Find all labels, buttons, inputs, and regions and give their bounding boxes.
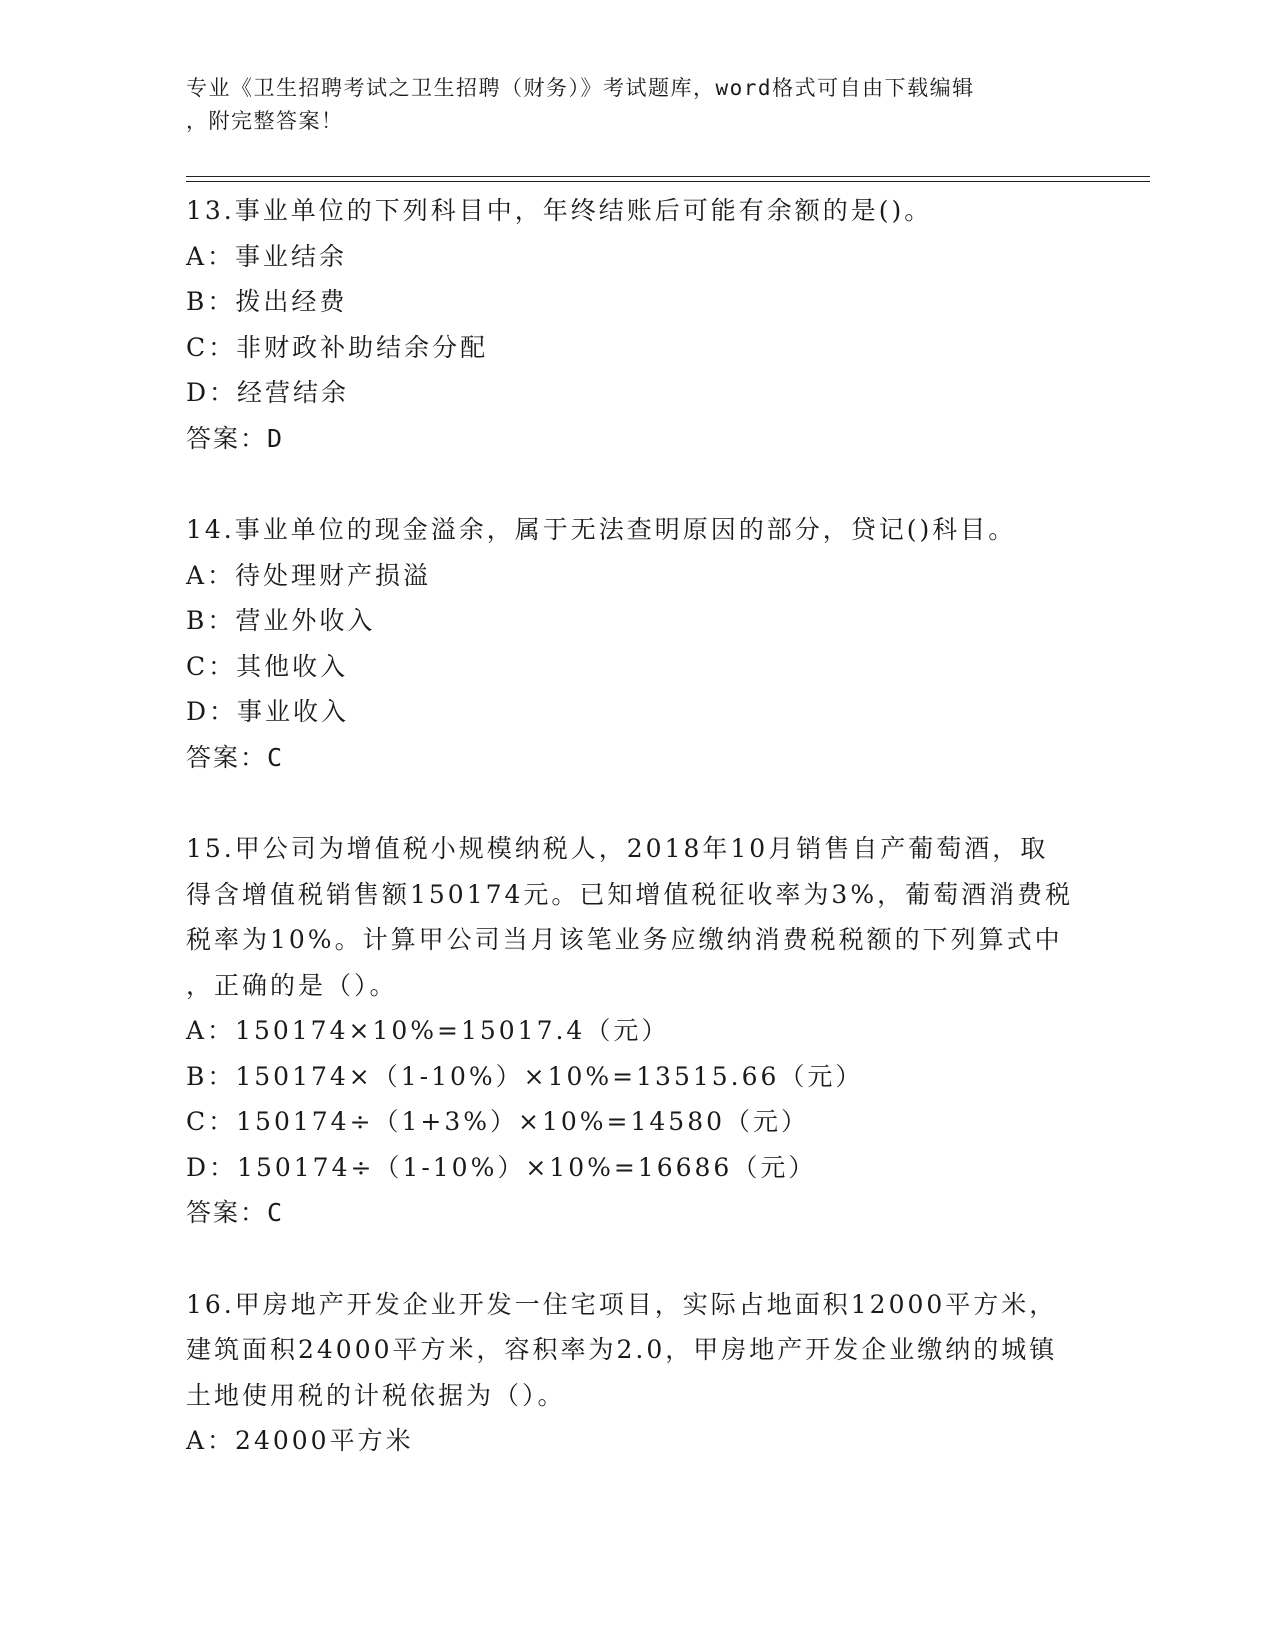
question-stem: 13.事业单位的下列科目中，年终结账后可能有余额的是()。 xyxy=(186,196,933,225)
option-a: A：事业结余 xyxy=(186,241,348,271)
question xyxy=(186,507,1086,780)
question-stem: 税率为10%。计算甲公司当月该笔业务应缴纳消费税税额的下列算式中 xyxy=(186,925,1063,954)
option-b: B：营业外收入 xyxy=(186,606,376,635)
option-d: D：事业收入 xyxy=(186,697,350,726)
option-a: A：待处理财产损溢 xyxy=(186,560,432,590)
header-line: ，附完整答案！ xyxy=(186,109,344,133)
option-b: B：拨出经费 xyxy=(186,287,348,316)
header-divider xyxy=(186,181,1150,182)
question-stem: 土地使用税的计税依据为（）。 xyxy=(186,1380,566,1410)
option-c: C：150174÷（1+3%）×10%=14580（元） xyxy=(186,1107,810,1136)
question xyxy=(186,188,1086,461)
option-a: A：24000平方米 xyxy=(186,1426,414,1455)
question-stem: ，正确的是（）。 xyxy=(186,970,398,1000)
question-stem: 14.事业单位的现金溢余，属于无法查明原因的部分，贷记()科目。 xyxy=(186,515,1017,544)
question-stem: 建筑面积24000平方米，容积率为2.0，甲房地产开发企业缴纳的城镇 xyxy=(186,1335,1058,1364)
question-stem: 得含增值税销售额150174元。已知增值税征收率为3%，葡萄酒消费税 xyxy=(186,879,1074,909)
question xyxy=(186,826,1086,1236)
option-d: D：经营结余 xyxy=(186,378,350,407)
option-c: C：其他收入 xyxy=(186,651,349,681)
answer-label: 答案：C xyxy=(186,742,285,772)
question-stem: 16.甲房地产开发企业开发一住宅项目，实际占地面积12000平方米， xyxy=(186,1289,1058,1319)
answer-label: 答案：D xyxy=(186,423,285,453)
header-line: 专业《卫生招聘考试之卫生招聘（财务）》考试题库，word格式可自由下载编辑 xyxy=(186,76,975,100)
option-d: D：150174÷（1-10%）×10%=16686（元） xyxy=(186,1152,817,1182)
header-divider xyxy=(186,176,1150,177)
option-a: A：150174×10%=15017.4（元） xyxy=(186,1016,670,1045)
question-list xyxy=(186,188,1086,1464)
option-b: B：150174×（1-10%）×10%=13515.66（元） xyxy=(186,1061,864,1091)
option-c: C：非财政补助结余分配 xyxy=(186,332,489,362)
document-header xyxy=(186,72,1066,138)
question-stem: 15.甲公司为增值税小规模纳税人，2018年10月销售自产葡萄酒，取 xyxy=(186,834,1049,863)
question xyxy=(186,1282,1086,1464)
answer-label: 答案：C xyxy=(186,1198,285,1227)
